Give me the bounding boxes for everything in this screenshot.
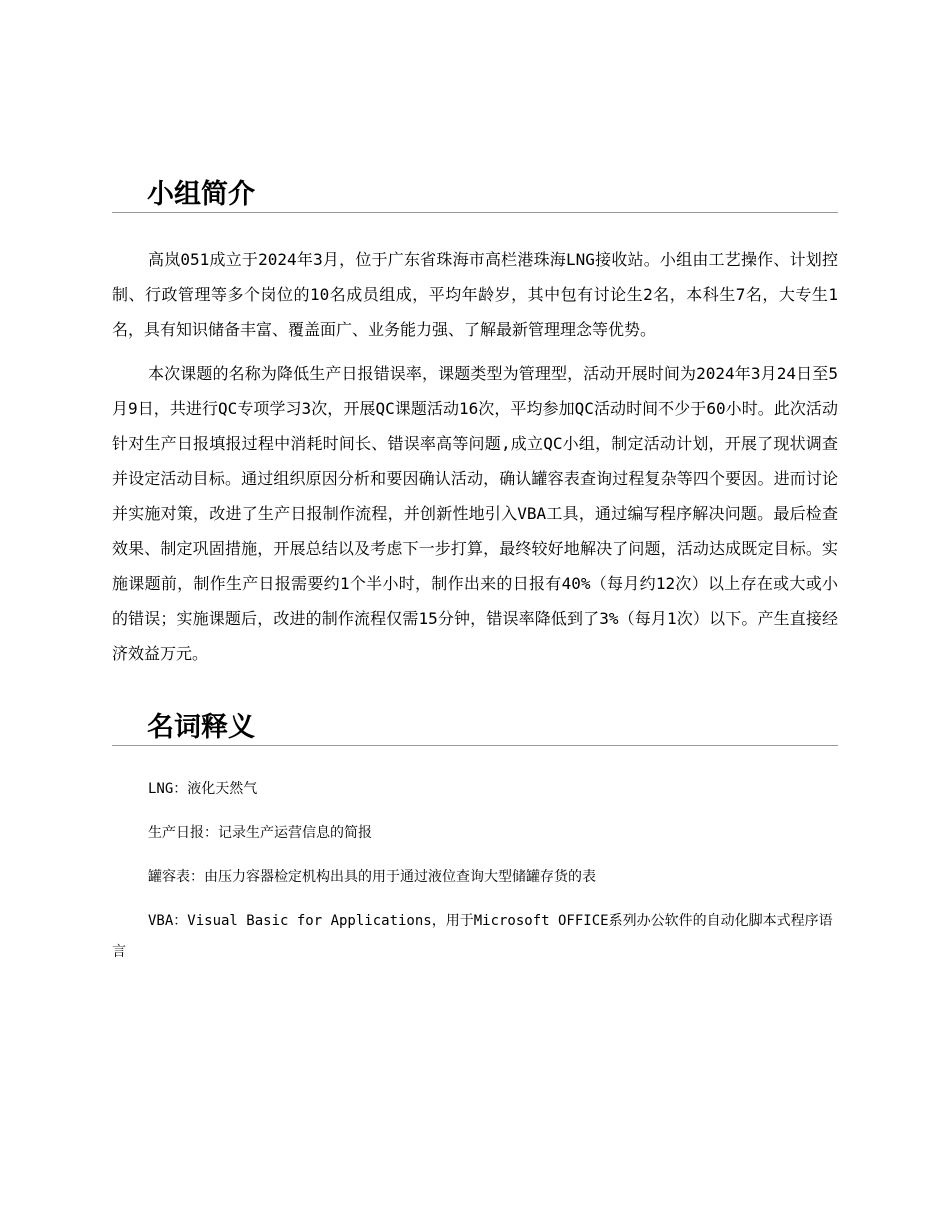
glossary-item-vba: VBA：Visual Basic for Applications，用于Microsoft OFFICE系列办公软件的自动化脚本式程序语言 — [112, 913, 833, 960]
document-page — [112, 178, 838, 968]
section-title-glossary: 名词释义 — [112, 711, 838, 746]
glossary-item-lng: LNG：液化天然气 — [148, 781, 258, 797]
glossary-item-tank-table: 罐容表：由压力容器检定机构出具的用于通过液位查询大型储罐存货的表 — [148, 869, 596, 885]
glossary-item-daily-report: 生产日报：记录生产运营信息的简报 — [148, 825, 372, 841]
intro-paragraph-2: 本次课题的名称为降低生产日报错误率，课题类型为管理型，活动开展时间为2024年3月24日至5月9日，共进行QC专项学习3次，开展QC课题活动16次，平均参加QC活动时间不少于60小时。此次活动针对生产日报填报过程中消耗时间长、错误率高等问题,成立QC小组，制定活动计划，开展了现状调查并设定活动目标。通过组织原因分析和要因确认活动，确认罐容表查询过程复杂等四个要因。进而讨论并实施对策，改进了生产日报制作流程，并创新性地引入VBA工具，通过编写程序解决问题。最后检查效果、制定巩固措施，开展总结以及考虑下一步打算，最终较好地解决了问题，活动达成既定目标。实施课题前，制作生产日报需要约1个半小时，制作出来的日报有40%（每月约12次）以上存在或大或小的错误；实施课题后，改进的制作流程仅需15分钟，错误率降低到了3%（每月1次）以下。产生直接经济效益万元。 — [112, 364, 838, 663]
section-title-intro: 小组简介 — [112, 178, 838, 213]
intro-paragraph-1: 高岚051成立于2024年3月，位于广东省珠海市高栏港珠海LNG接收站。小组由工艺操作、计划控制、行政管理等多个岗位的10名成员组成，平均年龄岁，其中包有讨论生2名，本科生7名，大专生1名，具有知识储备丰富、覆盖面广、业务能力强、了解最新管理理念等优势。 — [112, 250, 838, 339]
